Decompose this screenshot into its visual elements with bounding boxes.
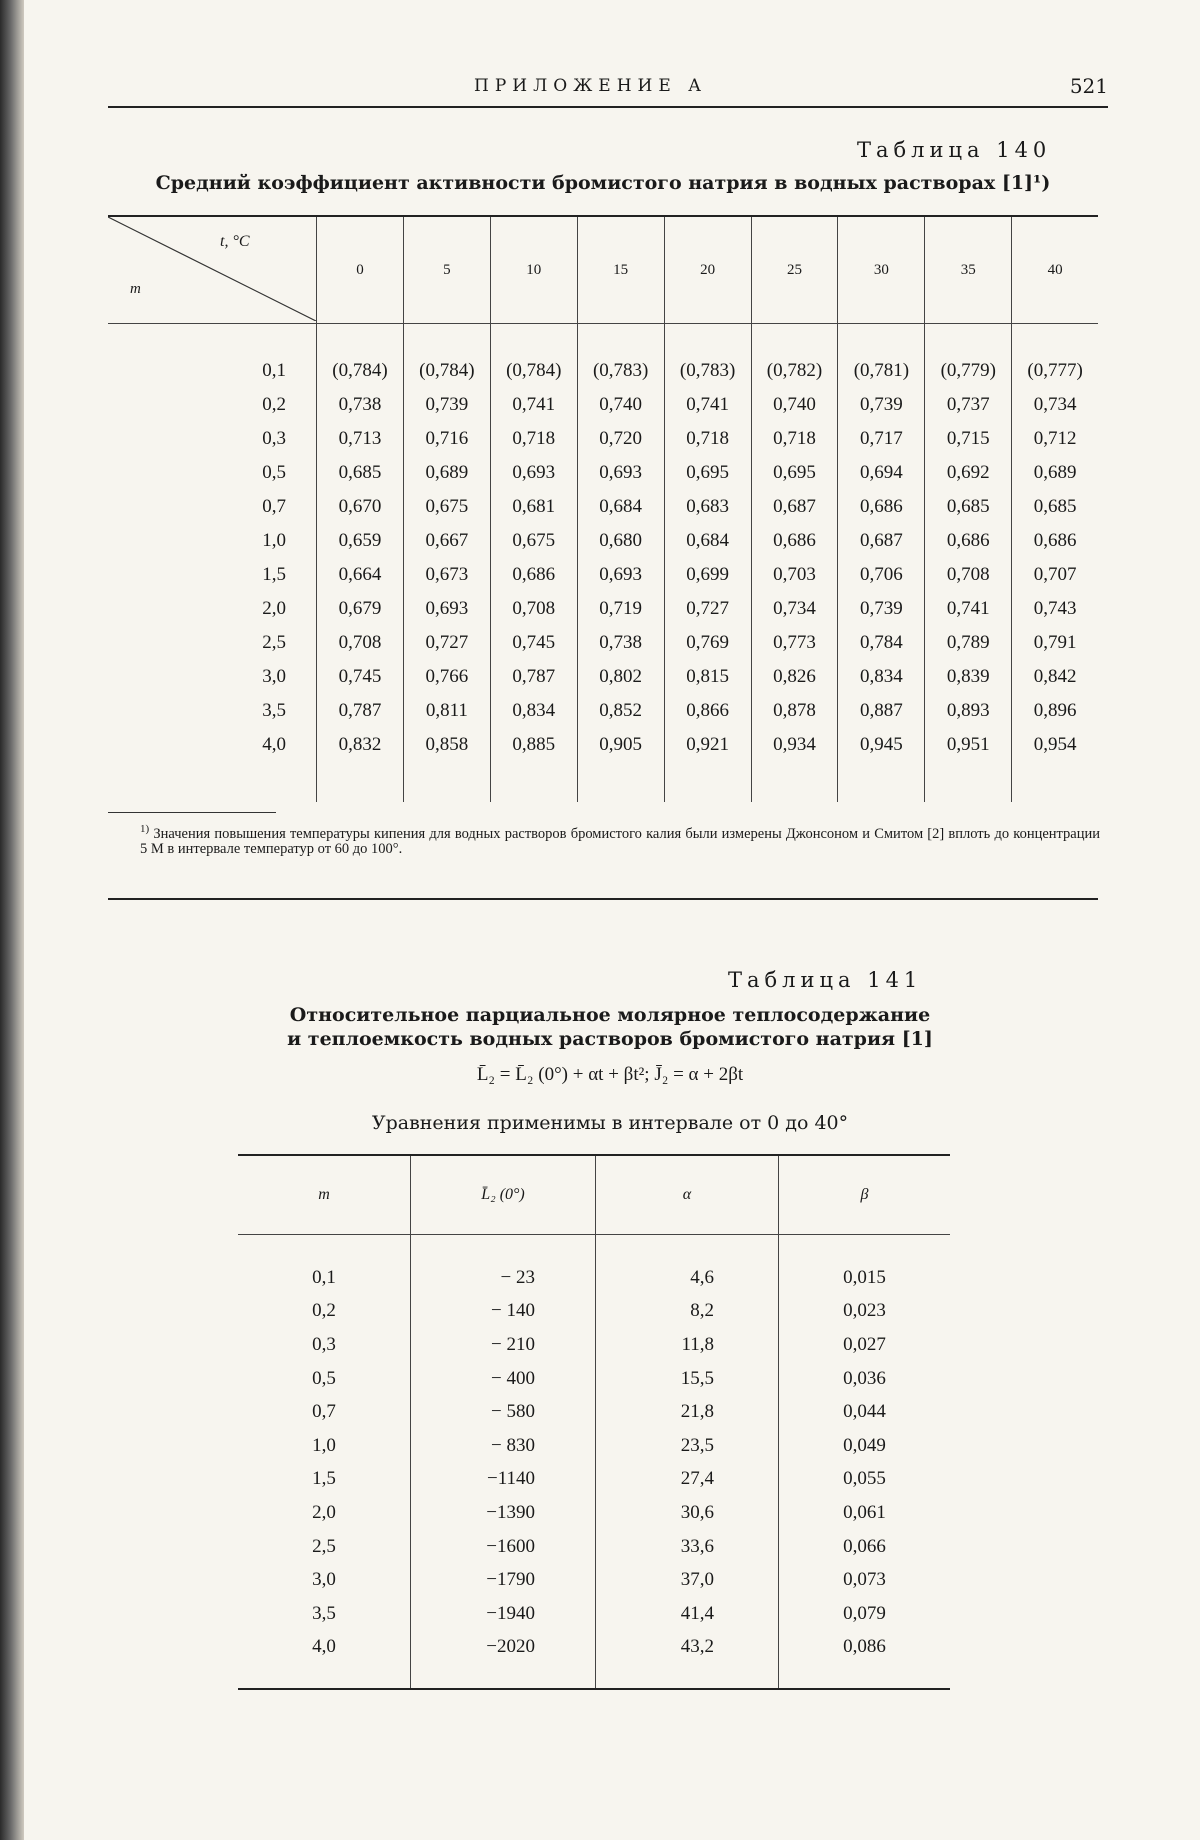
table-140 [108, 215, 1098, 802]
row-molality: 0,3 [262, 428, 286, 449]
activity-value: 0,699 [664, 558, 751, 592]
table-row [108, 728, 1098, 802]
row-molality: 2,5 [262, 632, 286, 653]
beta-value: 0,023 [779, 1295, 951, 1329]
activity-value: 0,741 [925, 592, 1012, 626]
activity-value: 0,740 [751, 388, 838, 422]
activity-value: 0,683 [664, 490, 751, 524]
activity-value: 0,887 [838, 694, 925, 728]
column-header-t: 35 [925, 216, 1012, 324]
activity-value: 0,686 [490, 558, 577, 592]
l2-value: − 830 [411, 1429, 596, 1463]
activity-value: 0,718 [664, 422, 751, 456]
beta-value: 0,066 [779, 1530, 951, 1564]
alpha-value: 41,4 [596, 1597, 779, 1631]
column-header-t: 20 [664, 216, 751, 324]
column-header-t: 15 [577, 216, 664, 324]
activity-value: 0,727 [664, 592, 751, 626]
activity-value: 0,667 [403, 524, 490, 558]
activity-value: 0,715 [925, 422, 1012, 456]
activity-value: 0,718 [490, 422, 577, 456]
activity-value: 0,673 [403, 558, 490, 592]
activity-value: 0,878 [751, 694, 838, 728]
activity-value: 0,745 [490, 626, 577, 660]
column-header-t: 5 [403, 216, 490, 324]
beta-value: 0,044 [779, 1395, 951, 1429]
activity-value: 0,954 [1012, 728, 1098, 802]
alpha-value: 11,8 [596, 1328, 779, 1362]
alpha-value: 37,0 [596, 1563, 779, 1597]
alpha-value: 43,2 [596, 1631, 779, 1690]
activity-value: 0,826 [751, 660, 838, 694]
activity-value: 0,695 [664, 456, 751, 490]
activity-value: (0,784) [403, 324, 490, 389]
row-molality: 0,7 [312, 1401, 336, 1423]
activity-value: 0,945 [838, 728, 925, 802]
footnote-rule [108, 812, 276, 813]
activity-value: 0,773 [751, 626, 838, 660]
activity-value: 0,769 [664, 626, 751, 660]
activity-value: 0,686 [838, 490, 925, 524]
activity-value: 0,716 [403, 422, 490, 456]
activity-value: 0,693 [577, 456, 664, 490]
row-molality: 0,3 [312, 1333, 336, 1355]
table-140-corner-cell [108, 216, 317, 324]
running-head [108, 68, 1108, 108]
activity-value: 0,739 [403, 388, 490, 422]
activity-value: 0,739 [838, 592, 925, 626]
table-row [238, 1597, 950, 1631]
activity-value: 0,693 [577, 558, 664, 592]
activity-value: 0,686 [925, 524, 1012, 558]
row-molality: 0,2 [312, 1300, 336, 1322]
table-row [238, 1362, 950, 1396]
l2-value: − 400 [411, 1362, 596, 1396]
activity-value: 0,787 [317, 694, 404, 728]
beta-value: 0,036 [779, 1362, 951, 1396]
section-rule [108, 898, 1098, 900]
beta-value: 0,027 [779, 1328, 951, 1362]
activity-value: 0,734 [1012, 388, 1098, 422]
table-141 [238, 1154, 950, 1690]
activity-value: 0,680 [577, 524, 664, 558]
activity-value: 0,687 [838, 524, 925, 558]
activity-value: 0,791 [1012, 626, 1098, 660]
activity-value: 0,717 [838, 422, 925, 456]
l2-value: − 140 [411, 1295, 596, 1329]
table-row [108, 558, 1098, 592]
table-140-body [108, 324, 1098, 803]
table-141-caption-line2: и теплоемкость водных растворов бромистого натрия [1] [287, 1028, 933, 1050]
activity-value: 0,703 [751, 558, 838, 592]
table-row [238, 1496, 950, 1530]
activity-value: 0,720 [577, 422, 664, 456]
beta-value: 0,049 [779, 1429, 951, 1463]
activity-value: 0,784 [838, 626, 925, 660]
activity-value: 0,921 [664, 728, 751, 802]
activity-value: 0,811 [403, 694, 490, 728]
activity-value: (0,784) [490, 324, 577, 389]
activity-value: 0,839 [925, 660, 1012, 694]
row-molality: 2,5 [312, 1535, 336, 1557]
table-row [108, 660, 1098, 694]
table-row [108, 524, 1098, 558]
activity-value: 0,832 [317, 728, 404, 802]
activity-value: 0,689 [403, 456, 490, 490]
activity-value: 0,670 [317, 490, 404, 524]
beta-value: 0,055 [779, 1463, 951, 1497]
activity-value: 0,802 [577, 660, 664, 694]
l2-value: −1940 [411, 1597, 596, 1631]
table-row [108, 592, 1098, 626]
column-header-t: 40 [1012, 216, 1098, 324]
activity-value: 0,708 [317, 626, 404, 660]
activity-value: 0,681 [490, 490, 577, 524]
table-row [108, 422, 1098, 456]
table-141-header-row [238, 1155, 950, 1235]
footnote-marker: 1) [140, 823, 150, 835]
activity-value: 0,675 [403, 490, 490, 524]
activity-value: 0,684 [664, 524, 751, 558]
activity-value: 0,708 [490, 592, 577, 626]
l2-value: − 580 [411, 1395, 596, 1429]
table-row [238, 1235, 950, 1295]
activity-value: 0,893 [925, 694, 1012, 728]
header-l2: L̄₂ (0°) [411, 1155, 596, 1235]
row-molality: 0,1 [262, 360, 286, 381]
table-140-header-row [108, 216, 1098, 324]
activity-value: 0,741 [490, 388, 577, 422]
page-number: 521 [1069, 74, 1108, 98]
l2-value: −1600 [411, 1530, 596, 1564]
activity-value: 0,815 [664, 660, 751, 694]
row-molality: 2,0 [262, 598, 286, 619]
alpha-value: 21,8 [596, 1395, 779, 1429]
row-molality: 1,5 [312, 1468, 336, 1490]
table-row [108, 626, 1098, 660]
table-row [108, 490, 1098, 524]
table-row [238, 1429, 950, 1463]
activity-value: 0,787 [490, 660, 577, 694]
activity-value: 0,695 [751, 456, 838, 490]
alpha-value: 4,6 [596, 1235, 779, 1295]
header-m: m [238, 1155, 411, 1235]
activity-value: (0,784) [317, 324, 404, 389]
activity-value: 0,692 [925, 456, 1012, 490]
row-molality: 4,0 [238, 1631, 411, 1690]
footnote-text: Значения повышения температуры кипения для водных растворов бромистого калия были измерены Джонсоном и Смитом [2] вплоть до концентрации 5 M в интервале температур от 60 до 100°. [140, 825, 1101, 857]
activity-value: 0,951 [925, 728, 1012, 802]
column-header-t: 30 [838, 216, 925, 324]
activity-value: 0,741 [664, 388, 751, 422]
activity-value: 0,707 [1012, 558, 1098, 592]
activity-value: 0,693 [403, 592, 490, 626]
activity-value: 0,727 [403, 626, 490, 660]
activity-value: 0,885 [490, 728, 577, 802]
activity-value: 0,739 [838, 388, 925, 422]
column-header-t: 10 [490, 216, 577, 324]
equation: L̄₂ = L̄₂ (0°) + αt + βt²; J̄₂ = α + 2βt [476, 1064, 744, 1085]
l2-value: −1790 [411, 1563, 596, 1597]
molality-axis-label: m [130, 281, 141, 297]
activity-value: 0,852 [577, 694, 664, 728]
table-140-caption: Средний коэффициент активности бромистого натрия в водных растворах [1]¹) [155, 172, 1051, 194]
applicability-note: Уравнения применимы в интервале от 0 до 40° [371, 1112, 849, 1134]
row-molality: 3,0 [262, 666, 286, 687]
row-molality: 0,1 [312, 1266, 336, 1288]
row-molality: 0,7 [262, 496, 286, 517]
beta-value: 0,015 [779, 1235, 951, 1295]
activity-value: 0,659 [317, 524, 404, 558]
activity-value: 0,745 [317, 660, 404, 694]
activity-value: 0,896 [1012, 694, 1098, 728]
activity-value: 0,706 [838, 558, 925, 592]
activity-value: 0,737 [925, 388, 1012, 422]
activity-value: 0,905 [577, 728, 664, 802]
activity-value: 0,685 [317, 456, 404, 490]
table-row [108, 388, 1098, 422]
column-header-t: 25 [751, 216, 838, 324]
alpha-value: 15,5 [596, 1362, 779, 1396]
alpha-value: 33,6 [596, 1530, 779, 1564]
l2-value: −1390 [411, 1496, 596, 1530]
activity-value: (0,777) [1012, 324, 1098, 389]
activity-value: (0,782) [751, 324, 838, 389]
table-row [108, 694, 1098, 728]
activity-value: 0,934 [751, 728, 838, 802]
activity-value: (0,779) [925, 324, 1012, 389]
header-rule [108, 106, 1108, 108]
activity-value: 0,685 [925, 490, 1012, 524]
table-141-caption-line1: Относительное парциальное молярное теплосодержание [289, 1004, 931, 1026]
activity-value: 0,866 [664, 694, 751, 728]
running-title: ПРИЛОЖЕНИЕ А [474, 76, 708, 96]
beta-value: 0,061 [779, 1496, 951, 1530]
activity-value: 0,708 [925, 558, 1012, 592]
activity-value: 0,713 [317, 422, 404, 456]
activity-value: 0,834 [490, 694, 577, 728]
row-molality: 1,0 [262, 530, 286, 551]
table-141-label: Таблица 141 [728, 968, 923, 992]
activity-value: 0,743 [1012, 592, 1098, 626]
row-molality: 0,2 [262, 394, 286, 415]
table-row [108, 324, 1098, 389]
table-row [238, 1530, 950, 1564]
activity-value: 0,712 [1012, 422, 1098, 456]
row-molality: 0,5 [312, 1367, 336, 1389]
l2-value: − 23 [411, 1235, 596, 1295]
alpha-value: 23,5 [596, 1429, 779, 1463]
row-molality: 1,0 [312, 1434, 336, 1456]
activity-value: 0,664 [317, 558, 404, 592]
temperature-axis-label: t, °C [220, 233, 250, 250]
l2-value: −2020 [411, 1631, 596, 1690]
row-molality: 0,5 [262, 462, 286, 483]
activity-value: (0,783) [664, 324, 751, 389]
activity-value: 0,734 [751, 592, 838, 626]
table-row [238, 1563, 950, 1597]
beta-value: 0,073 [779, 1563, 951, 1597]
beta-value: 0,086 [779, 1631, 951, 1690]
activity-value: 0,675 [490, 524, 577, 558]
column-header-t: 0 [317, 216, 404, 324]
alpha-value: 27,4 [596, 1463, 779, 1497]
alpha-value: 30,6 [596, 1496, 779, 1530]
activity-value: 0,738 [317, 388, 404, 422]
row-molality: 3,5 [262, 700, 286, 721]
activity-value: 0,858 [403, 728, 490, 802]
table-140-label: Таблица 140 [857, 138, 1052, 162]
activity-value: 0,684 [577, 490, 664, 524]
activity-value: 0,689 [1012, 456, 1098, 490]
activity-value: 0,842 [1012, 660, 1098, 694]
activity-value: 0,686 [1012, 524, 1098, 558]
table-row [238, 1328, 950, 1362]
activity-value: (0,781) [838, 324, 925, 389]
row-molality: 3,5 [312, 1602, 336, 1624]
activity-value: 0,738 [577, 626, 664, 660]
header-beta: β [779, 1155, 951, 1235]
row-molality: 1,5 [262, 564, 286, 585]
footnote [140, 822, 1100, 857]
activity-value: 0,740 [577, 388, 664, 422]
alpha-value: 8,2 [596, 1295, 779, 1329]
activity-value: 0,766 [403, 660, 490, 694]
activity-value: 0,694 [838, 456, 925, 490]
corner-diagonal [108, 217, 316, 321]
activity-value: 0,686 [751, 524, 838, 558]
table-row [238, 1395, 950, 1429]
activity-value: 0,685 [1012, 490, 1098, 524]
table-141-body [238, 1235, 950, 1690]
row-molality: 3,0 [312, 1569, 336, 1591]
header-alpha: α [596, 1155, 779, 1235]
table-row [108, 456, 1098, 490]
l2-value: −1140 [411, 1463, 596, 1497]
activity-value: 0,719 [577, 592, 664, 626]
activity-value: (0,783) [577, 324, 664, 389]
beta-value: 0,079 [779, 1597, 951, 1631]
activity-value: 0,834 [838, 660, 925, 694]
table-row [238, 1295, 950, 1329]
table-row [238, 1463, 950, 1497]
activity-value: 0,693 [490, 456, 577, 490]
row-molality: 4,0 [262, 734, 286, 755]
activity-value: 0,789 [925, 626, 1012, 660]
activity-value: 0,718 [751, 422, 838, 456]
activity-value: 0,679 [317, 592, 404, 626]
l2-value: − 210 [411, 1328, 596, 1362]
row-molality: 2,0 [312, 1501, 336, 1523]
table-row [238, 1631, 950, 1690]
activity-value: 0,687 [751, 490, 838, 524]
